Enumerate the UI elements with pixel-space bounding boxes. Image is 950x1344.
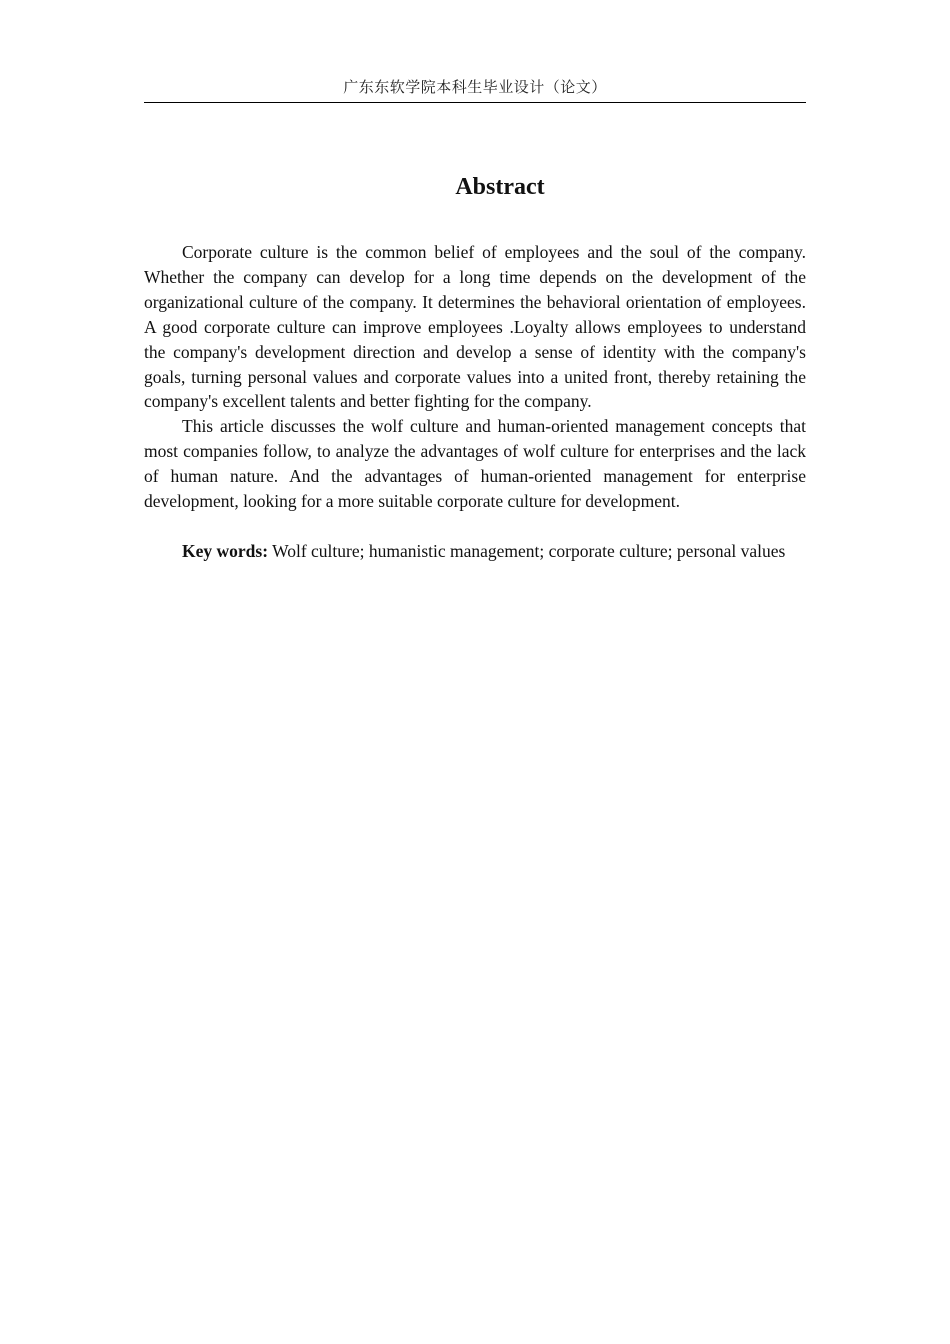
keywords-label: Key words: <box>182 540 269 561</box>
page-header <box>144 76 806 103</box>
header-title: 广东东软学院本科生毕业设计（论文） <box>343 78 607 96</box>
abstract-paragraph-1: Corporate culture is the common belief of employees and the soul of the company. Whether the company can develop for a long time depends on the development of the organizational culture of the company. It determines the behavioral orientation of employees. A good corporate culture can improve employees .Loyalty allows employees to understand the company's development direction and develop a sense of identity with the company's goals, turning personal values and corporate values into a united front, thereby retaining the company's excellent talents and better fighting for the company. <box>144 242 806 412</box>
keywords-text: Wolf culture; humanistic management; corporate culture; personal values <box>268 540 786 561</box>
abstract-body <box>144 240 806 564</box>
abstract-title: Abstract <box>455 174 545 200</box>
abstract-paragraph-2: This article discusses the wolf culture and human-oriented management concepts that most companies follow, to analyze the advantages of wolf culture for enterprises and the lack of human nature. And the advantages of human-oriented management for enterprise development, looking for a more suitable corporate culture for development. <box>144 416 806 512</box>
keywords-line <box>144 539 806 564</box>
